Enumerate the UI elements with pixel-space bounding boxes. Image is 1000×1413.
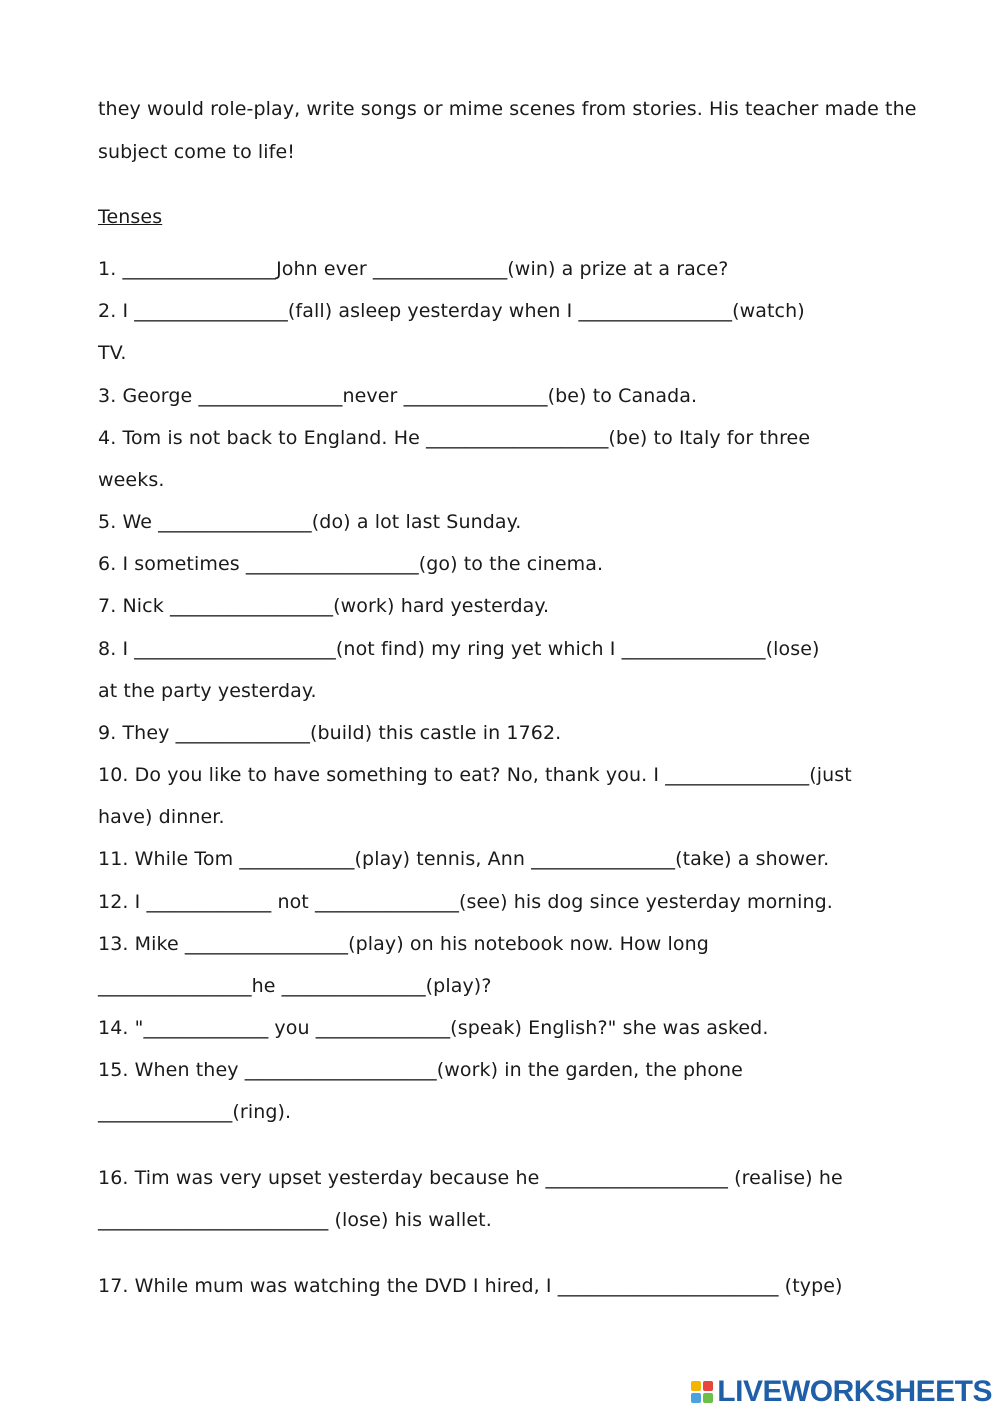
logo-square xyxy=(691,1393,701,1403)
exercise-line: ________________________ (lose) his wallet. xyxy=(98,1209,492,1231)
intro-line-1: they would role-play, write songs or mime scenes from stories. His teacher made the xyxy=(98,98,917,120)
logo-square xyxy=(691,1381,701,1391)
logo-square xyxy=(703,1381,713,1391)
exercise-line: 6. I sometimes __________________(go) to the cinema. xyxy=(98,553,604,575)
intro-line-2: subject come to life! xyxy=(98,141,295,163)
exercise-line: ________________he _______________(play)? xyxy=(98,975,492,997)
exercise-line: 2. I ________________(fall) asleep yesterday when I ________________(watch) xyxy=(98,300,805,322)
exercise-line: 1. ________________John ever ______________(win) a prize at a race? xyxy=(98,258,729,280)
exercise-line: 10. Do you like to have something to eat? No, thank you. I _______________(just xyxy=(98,764,852,786)
exercise-line: have) dinner. xyxy=(98,806,225,828)
exercise-line: weeks. xyxy=(98,469,165,491)
liveworksheets-logo xyxy=(691,1375,992,1409)
liveworksheets-logo-icon xyxy=(691,1381,713,1403)
exercise-line: 15. When they ____________________(work) in the garden, the phone xyxy=(98,1059,743,1081)
exercise-line: 17. While mum was watching the DVD I hired, I _______________________ (type) xyxy=(98,1275,843,1297)
exercise-line: 13. Mike _________________(play) on his notebook now. How long xyxy=(98,933,709,955)
exercise-line: 5. We ________________(do) a lot last Sunday. xyxy=(98,511,522,533)
logo-text: LIVEWORKSHEETS xyxy=(717,1375,992,1408)
exercise-line: ______________(ring). xyxy=(98,1101,292,1123)
exercise-line: 8. I _____________________(not find) my ring yet which I _______________(lose) xyxy=(98,638,820,660)
exercise-line: 7. Nick _________________(work) hard yesterday. xyxy=(98,595,550,617)
exercise-line: 11. While Tom ____________(play) tennis, Ann _______________(take) a shower. xyxy=(98,848,830,870)
exercise-line: 3. George _______________never _______________(be) to Canada. xyxy=(98,385,698,407)
exercise-line: 4. Tom is not back to England. He ___________________(be) to Italy for three xyxy=(98,427,811,449)
exercise-line: at the party yesterday. xyxy=(98,680,317,702)
exercise-line: 9. They ______________(build) this castle in 1762. xyxy=(98,722,562,744)
exercise-line: 14. "_____________ you ______________(speak) English?" she was asked. xyxy=(98,1017,769,1039)
section-heading: Tenses xyxy=(98,206,163,228)
exercise-line: TV. xyxy=(98,342,127,364)
logo-square xyxy=(703,1393,713,1403)
exercise-line: 16. Tim was very upset yesterday because he ___________________ (realise) he xyxy=(98,1167,843,1189)
exercise-line: 12. I _____________ not _______________(see) his dog since yesterday morning. xyxy=(98,891,833,913)
